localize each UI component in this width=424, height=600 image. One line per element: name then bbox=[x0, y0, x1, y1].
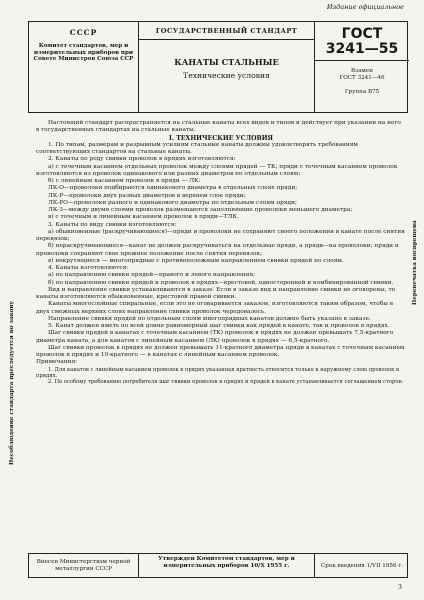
committee-label: Комитет стандартов, мер и измерительных приборов при Совете Министров Союза ССР bbox=[33, 43, 134, 62]
paragraph: ЛК-З—между двумя слоями проволок размещаются заполняющие проволоки меньшего диаметра; bbox=[48, 207, 353, 213]
notes-title: Примечания: bbox=[36, 359, 78, 366]
paragraph: б) с линейным касанием проволок в пряди — ЛК: bbox=[48, 178, 201, 184]
paragraph: ЛК-Р—проволоки двух разных диаметров в верхнем слое пряди; bbox=[48, 192, 246, 199]
title-cell bbox=[139, 22, 315, 112]
paragraph: ЛК-О—проволоки подбираются одинакового диаметра в отдельных слоях пряди; bbox=[48, 185, 298, 192]
divider bbox=[315, 60, 409, 61]
footer-approved: Утвержден Комитетом стандартов, мер и измерительных приборов 10/X 1955 г. bbox=[139, 554, 315, 577]
standard-type: ГОСУДАРСТВЕННЫЙ СТАНДАРТ bbox=[139, 22, 314, 40]
paragraph: Шаг свивки прядей в канатах с точечным касанием (ТК) проволок в прядях не должен превышать 7,5-кратного диаметра каната, а для канатов с линейным касанием (ЛК) проволок в прядях — 6,5-кратного. bbox=[36, 330, 394, 344]
paragraph: а) обыкновенные (раскручивающиеся)—пряди и проволоки не сохраняют своего положения в канате после снятия перевязок; bbox=[36, 228, 405, 242]
side-note-right: Перепечатка воспрещена bbox=[412, 220, 418, 305]
replaces-block bbox=[315, 68, 409, 81]
header-box bbox=[28, 21, 408, 113]
page-number: 3 bbox=[398, 584, 402, 591]
document-subtitle: Технические условия bbox=[183, 71, 270, 80]
replaces-label: Взамен bbox=[351, 68, 373, 74]
paragraph: 1. По типам, размерам и разрывным усилиям стальные канаты должны удовлетворять требованиям соответствующих стандартов на стальные канаты. bbox=[36, 141, 358, 155]
paragraph: а) с точечным касанием отдельных проволок между слоями прядей — ТК; пряди с точечным касанием проволок изготовляются из проволок одинакового или разных диаметров по отдельным слоям; bbox=[36, 163, 398, 177]
paragraph: 3. Канаты по виду свивки изготовляются: bbox=[48, 221, 177, 228]
gost-label: ГОСТ bbox=[341, 26, 383, 42]
note: 2. По особому требованию потребителя шаг свивки проволок в прядях и прядей в канате устанавливается соглашением сторон. bbox=[48, 379, 404, 386]
paragraph: 5. Канат должен иметь по всей длине равномерный шаг свивки как прядей в канате, так и проволок в прядях. bbox=[48, 323, 390, 329]
gost-cell bbox=[315, 22, 409, 112]
paragraph: б) нераскручивающиеся—канат не должен раскручиваться на отдельные пряди, а пряди—на проволоки; пряди и проволоки сохраняют свое прежнее положение после снятия перевязок; bbox=[36, 243, 399, 257]
paragraph: в) с точечным и линейным касанием проволок в пряди—ТЛК. bbox=[48, 214, 239, 221]
intro-paragraph: Настоящий стандарт распространяется на стальные канаты всех видов и типов и действует при указании на него в государственных стандартах на стальные канаты. bbox=[36, 120, 401, 134]
side-note-left: Несоблюдение стандарта преследуется по закону bbox=[9, 300, 15, 465]
section-title: I. ТЕХНИЧЕСКИЕ УСЛОВИЯ bbox=[169, 134, 273, 142]
group-label: Группа В75 bbox=[344, 89, 380, 96]
paragraph: в) некрутящиеся — многопрядные с противоположным направлением свивки прядей по слоям. bbox=[48, 257, 344, 264]
note: 1. Для канатов с линейным касанием проволок в прядях указанная кратность относится только к наружному слою проволок в прядях. bbox=[36, 366, 399, 379]
paragraph: Вид и направление свивки устанавливаются в заказе. Если в заказе вид и направление свивки не оговорены, то канаты изготовляются обыкновенные, крестовой правой свивки. bbox=[36, 286, 396, 300]
document-body bbox=[36, 120, 406, 386]
paragraph: а) по направлению свивки прядей—правого и левого направления; bbox=[48, 272, 256, 279]
paragraph: Шаг свивки проволок в прядях не должен превышать 11-кратного диаметра пряди в канатах с точечным касанием проволок в прядях и 10-кратного — в канатах с линейным касанием проволок. bbox=[36, 344, 405, 358]
country-label: СССР bbox=[69, 28, 98, 37]
paragraph: 2. Канаты по роду свивки проволок в прядях изготовляются: bbox=[48, 156, 236, 163]
footer-effective: Срок введения 1/VII 1956 г. bbox=[320, 563, 404, 569]
footer-introduced: Внесен Министерством черной металлургии СССР bbox=[29, 554, 139, 577]
document-title: КАНАТЫ СТАЛЬНЫЕ bbox=[174, 57, 279, 67]
paragraph: ЛК-РО—проволоки разного и одинакового диаметра по отдельным слоям пряди; bbox=[48, 199, 297, 206]
footer-box bbox=[28, 553, 408, 578]
replaces-value: ГОСТ 3241—46 bbox=[339, 74, 385, 81]
paragraph: б) по направлению свивки прядей и проволок в прядях—крестовой, односторонней и комбинированной свивки. bbox=[48, 279, 394, 286]
issuer-cell bbox=[29, 22, 139, 112]
publication-label: Издание официальное bbox=[326, 3, 404, 11]
paragraph: Направление свивки прядей по отдельным слоям многопрядных канатов должно быть указано в заказе. bbox=[48, 315, 371, 322]
paragraph: 4. Канаты изготовляются: bbox=[48, 265, 129, 271]
gost-number: 3241—55 bbox=[325, 41, 399, 57]
paragraph: Канаты многослойные спиральные, если это не оговаривается заказом, изготовляются таким образом, чтобы в двух смежных верхних слоях направление свивки проволок чередовалось. bbox=[36, 301, 393, 315]
